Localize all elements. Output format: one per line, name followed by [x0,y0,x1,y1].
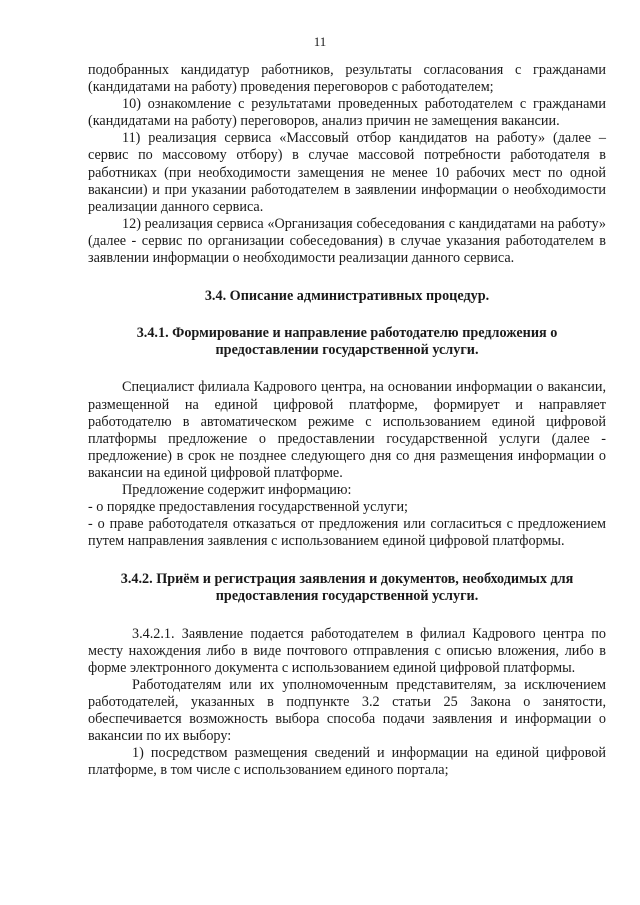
section-heading-3-4: 3.4. Описание административных процедур. [204,288,490,305]
paragraph-employers-choice: Работодателям или их уполномоченным представителям, за исключением работодателей, указанных в подпункте 3.2 статьи 25 Закона о занятости, обеспечивается возможность выбора способа подачи заявления и информации о вакансии по их выбору: [88,676,606,745]
paragraph-item-11: 11) реализация сервиса «Массовый отбор кандидатов на работу» (далее – сервис по массовому отбору) в случае массовой потребности работодателя в работниках (при необходимости замещения не менее 10 рабочих мест по одной вакансии) и при указании работодателем в заявлении информации о необходимости реализации данного сервиса. [88,130,606,215]
paragraph-item-1-platform: 1) посредством размещения сведений и информации на единой цифровой платформе, в том числе с использованием единого портала; [88,745,606,779]
paragraph-3-4-2-1: 3.4.2.1. Заявление подается работодателем в филиал Кадрового центра по месту нахождения либо в виде почтового отправления с описью вложения, либо в форме электронного документа с использованием единой цифровой платформы. [88,625,606,676]
list-item-right-to-refuse: - о праве работодателя отказаться от предложения или согласиться с предложением путем направления заявления с использованием единой цифровой платформы. [88,516,606,550]
paragraph-offer-contains: Предложение содержит информацию: [122,481,352,498]
section-heading-3-4-2: 3.4.2. Приём и регистрация заявления и документов, необходимых для предоставления государственной услуги. [120,571,574,605]
section-heading-3-4-1: 3.4.1. Формирование и направление работодателю предложения о предоставлении государственной услуги. [136,325,558,359]
list-item-procedure: - о порядке предоставления государственной услуги; [88,499,408,516]
paragraph-item-12: 12) реализация сервиса «Организация собеседования с кандидатами на работу» (далее - сервис по организации собеседования) в случае указания работодателем в заявлении информации о необходимости реализации данного сервиса. [88,215,606,267]
page-number: 11 [313,34,327,49]
document-body [88,62,606,779]
paragraph-candidates: подобранных кандидатур работников, результаты согласования с гражданами (кандидатами на работу) проведения переговоров с работодателем; [88,62,606,96]
paragraph-item-10: 10) ознакомление с результатами проведенных работодателем с гражданами (кандидатами на работу) переговоров, анализ причин не замещения вакансии. [88,96,606,130]
paragraph-specialist: Специалист филиала Кадрового центра, на основании информации о вакансии, размещенной на единой цифровой платформе, формирует и направляет работодателю в автоматическом режиме с использованием единой цифровой платформы предложение о предоставлении государственной услуги (далее - предложение) в срок не позднее следующего дня со дня размещения информации о вакансии на единой цифровой платформе. [88,379,606,481]
